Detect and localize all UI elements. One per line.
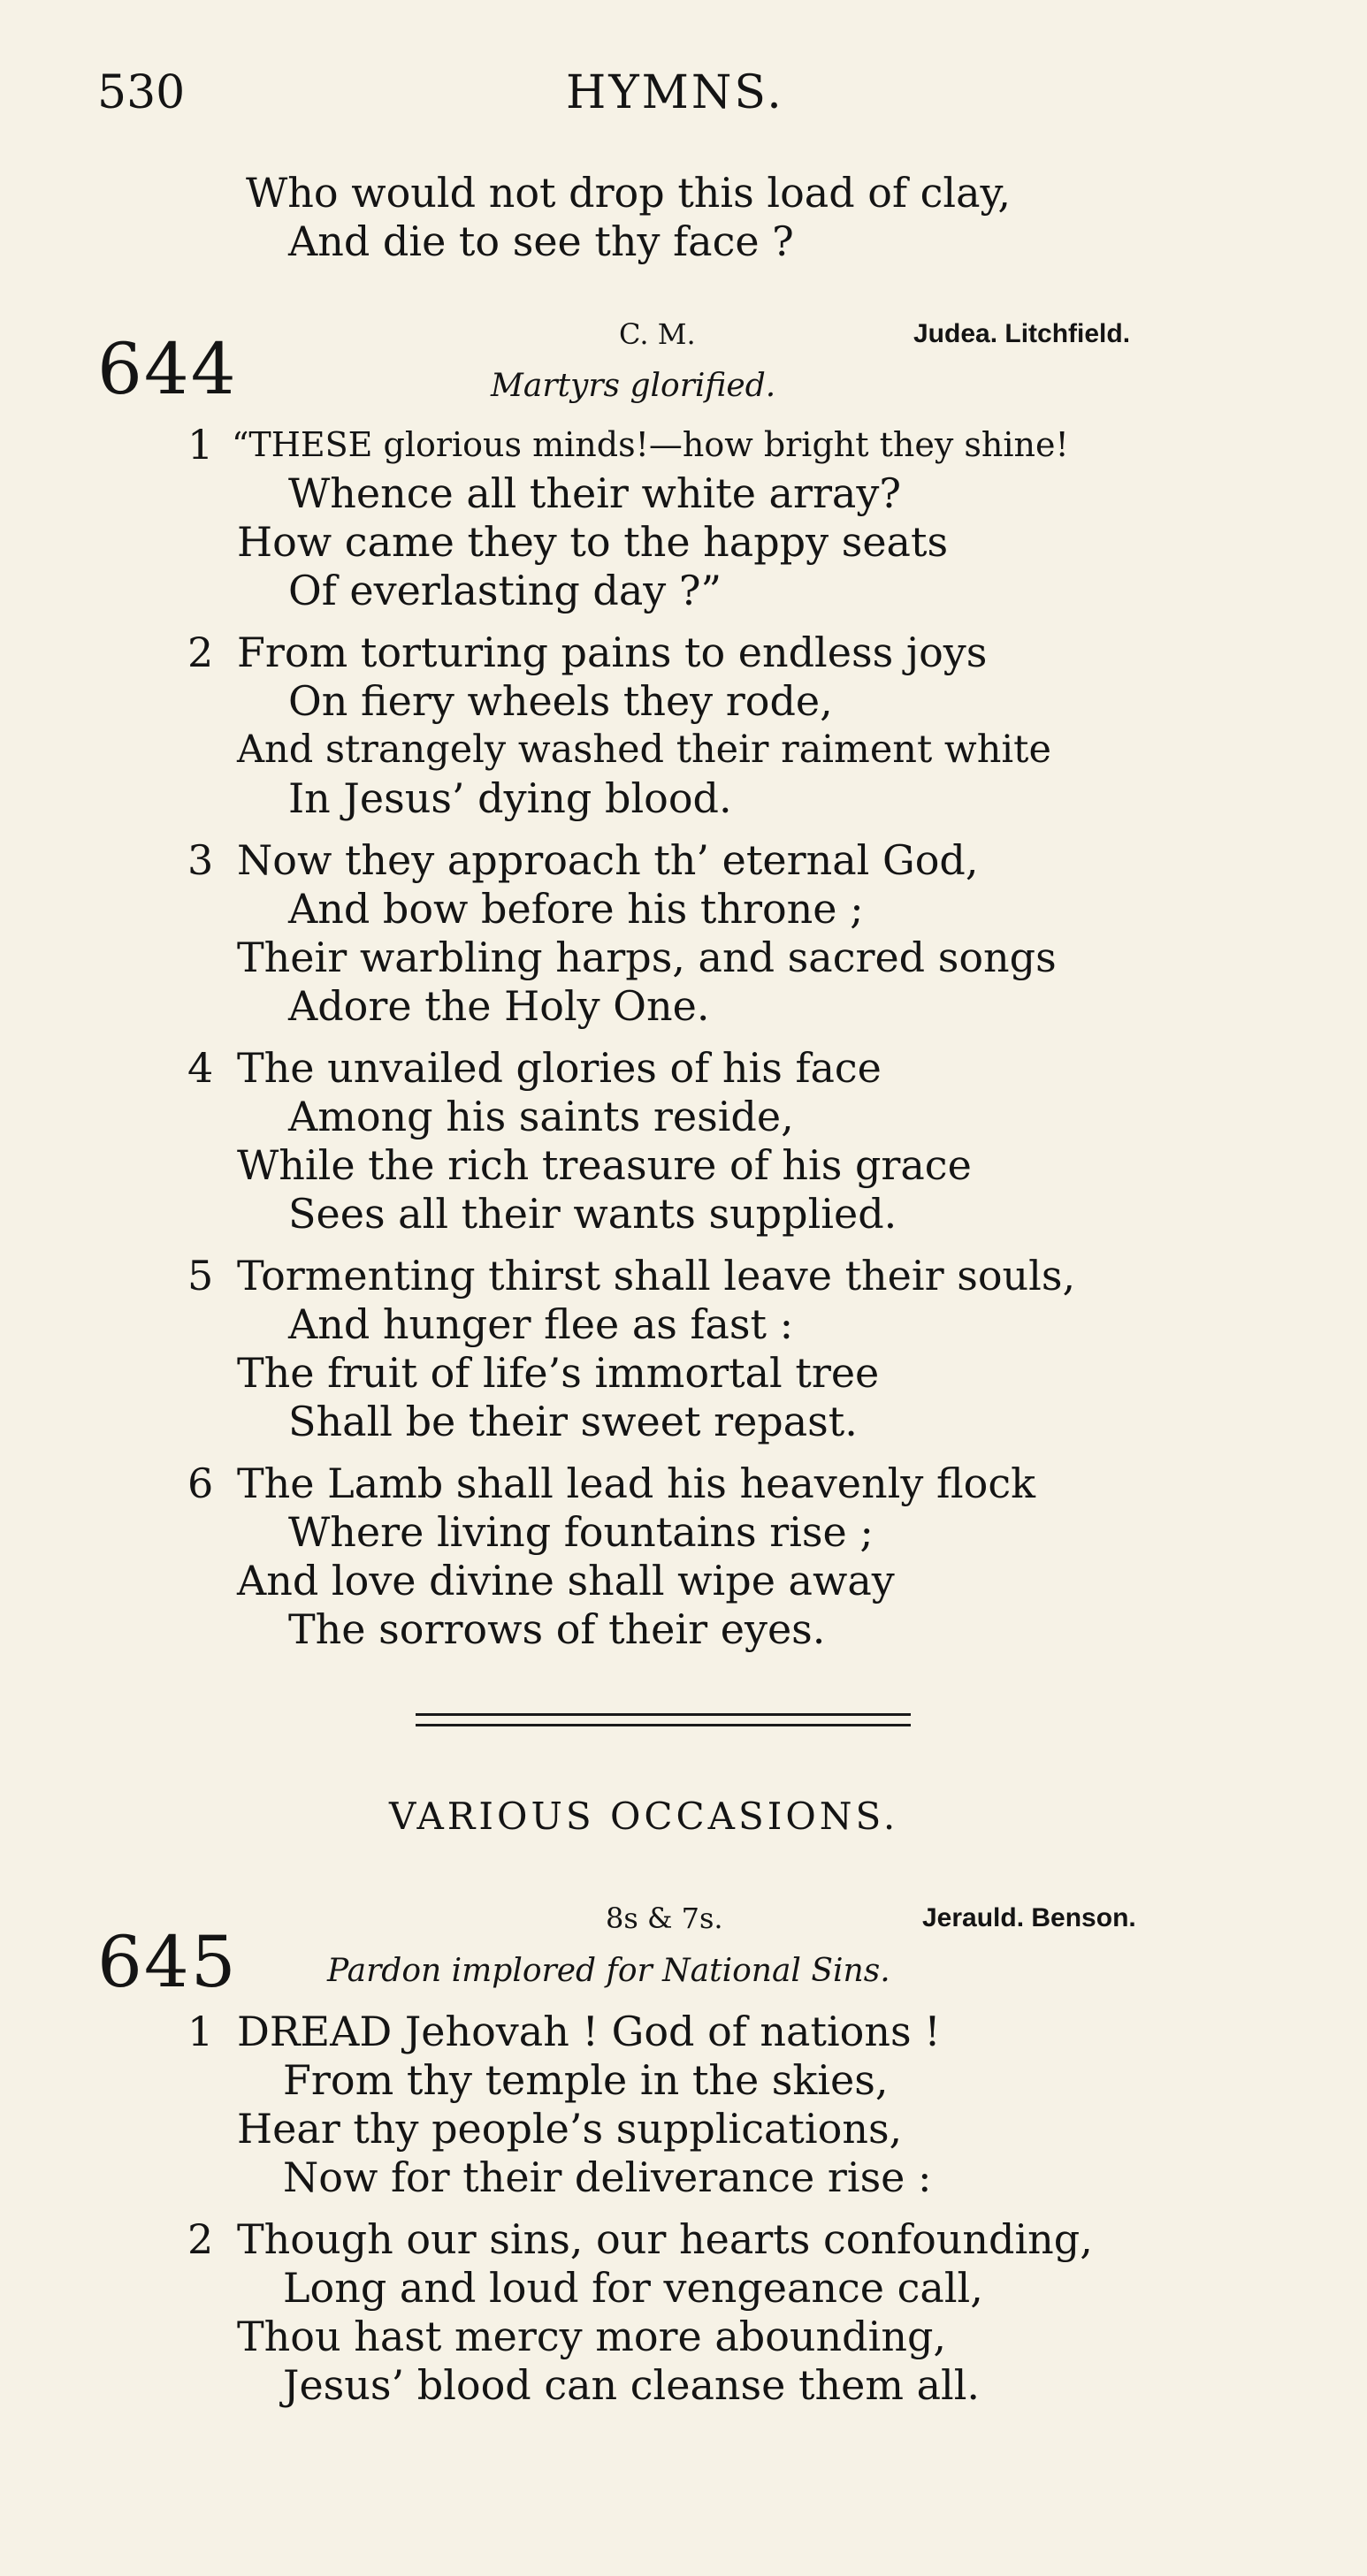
verse-line: On fiery wheels they rode, (288, 677, 833, 725)
verse-line: Adore the Holy One. (288, 982, 710, 1030)
verse-line: Where living fountains rise ; (288, 1508, 874, 1556)
previous-hymn-line: And die to see thy face ? (288, 217, 794, 265)
verse-line: Now for their deliverance rise : (283, 2153, 932, 2201)
verse-line: The fruit of life’s immortal tree (237, 1349, 880, 1397)
hymn-meter: C. M. (619, 317, 696, 351)
verse-line: While the rich treasure of his grace (237, 1141, 972, 1189)
hymn-number: 644 (97, 328, 238, 410)
verse-line: And hunger flee as fast : (288, 1300, 794, 1348)
verse-number: 3 (187, 836, 214, 884)
verse-number: 5 (187, 1252, 214, 1299)
verse-line: Sees all their wants supplied. (288, 1190, 897, 1238)
hymn-tunes: Jerauld. Benson. (922, 1903, 1136, 1932)
verse-line: Thou hast mercy more abounding, (237, 2313, 947, 2360)
verse-line: Long and loud for vengeance call, (283, 2264, 983, 2312)
verse-line: Tormenting thirst shall leave their souls, (237, 1252, 1076, 1299)
section-rule (416, 1724, 911, 1726)
verse-line: Jesus’ blood can cleanse them all. (283, 2361, 981, 2409)
verse-line: The Lamb shall lead his heavenly flock (237, 1459, 1035, 1507)
verse-line: And strangely washed their raiment white (237, 728, 1051, 772)
verse-number: 2 (187, 2215, 214, 2263)
verse-line: Shall be their sweet repast. (288, 1398, 858, 1445)
verse-number: 2 (187, 629, 214, 676)
verse-line: Whence all their white array? (288, 469, 902, 517)
verse-number: 1 (187, 421, 214, 469)
verse-line: “THESE glorious minds!—how bright they shine! (232, 425, 1069, 464)
verse-line: In Jesus’ dying blood. (288, 774, 732, 822)
verse-line: Their warbling harps, and sacred songs (237, 934, 1057, 981)
verse-number: 6 (187, 1459, 214, 1507)
verse-line: How came they to the happy seats (237, 518, 949, 566)
verse-line: Now they approach th’ eternal God, (237, 836, 979, 884)
verse-line: Among his saints reside, (288, 1093, 794, 1140)
verse-line: And bow before his throne ; (288, 885, 864, 933)
page-number: 530 (97, 66, 186, 119)
running-title: HYMNS. (566, 66, 784, 119)
verse-line: Hear thy people’s supplications, (237, 2105, 903, 2153)
verse-line: From torturing pains to endless joys (237, 629, 988, 676)
previous-hymn-line: Who would not drop this load of clay, (246, 169, 1012, 217)
verse-number: 4 (187, 1044, 214, 1092)
verse-number: 1 (187, 2008, 214, 2055)
verse-line: The unvailed glories of his face (237, 1044, 882, 1092)
hymn-number: 645 (97, 1921, 238, 2003)
verse-line: Though our sins, our hearts confounding, (237, 2215, 1093, 2263)
verse-line: And love divine shall wipe away (237, 1557, 895, 1604)
hymn-subtitle: Martyrs glorified. (491, 368, 776, 404)
verse-line: Of everlasting day ?” (288, 567, 722, 614)
running-head (97, 62, 1238, 124)
verse-line: DREAD Jehovah ! God of nations ! (237, 2008, 941, 2055)
hymn-tunes: Judea. Litchfield. (913, 319, 1131, 348)
hymn-subtitle: Pardon implored for National Sins. (327, 1953, 890, 1989)
verse-line: From thy temple in the skies, (283, 2056, 889, 2104)
hymn-meter: 8s & 7s. (606, 1902, 723, 1935)
section-rule (416, 1713, 911, 1716)
verse-line: The sorrows of their eyes. (288, 1605, 826, 1653)
section-heading: VARIOUS OCCASIONS. (389, 1795, 899, 1838)
